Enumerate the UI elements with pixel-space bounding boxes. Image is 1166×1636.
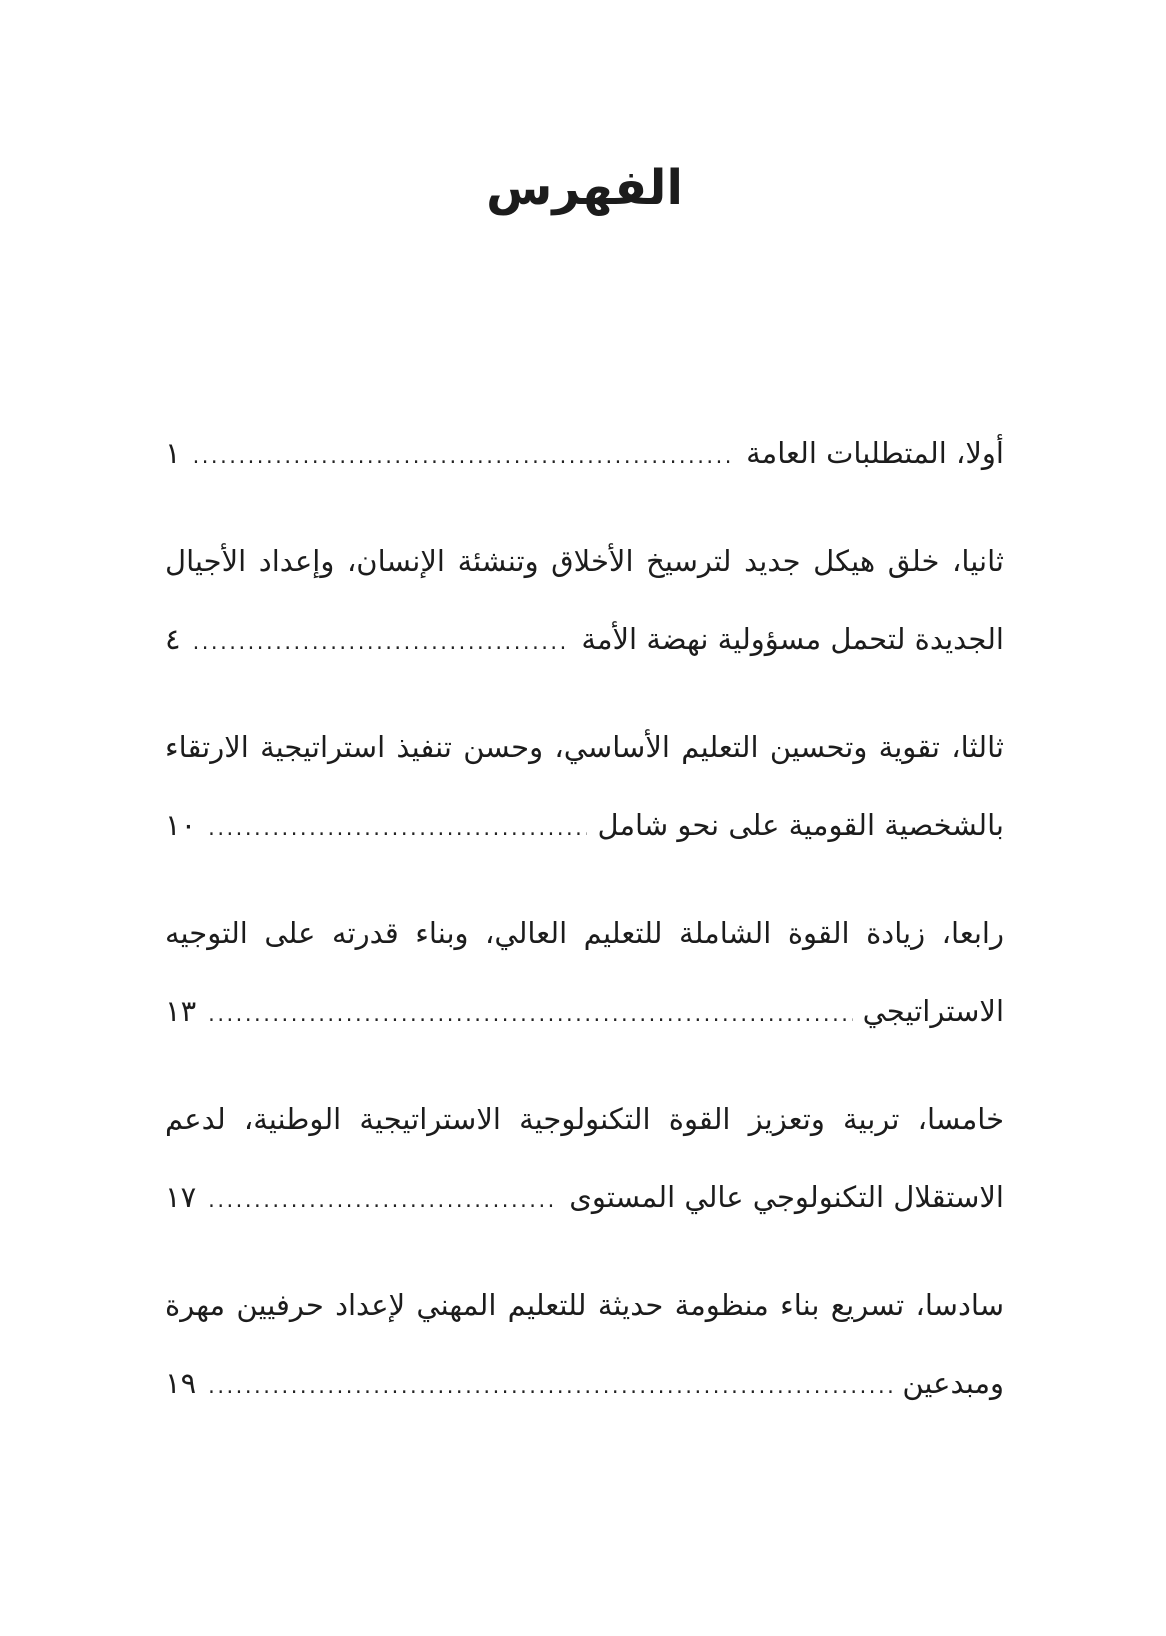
toc-page-number: ١	[165, 436, 181, 470]
toc-entry-title: الاستقلال التكنولوجي عالي المستوى	[569, 1180, 1004, 1214]
toc-page-number: ١٩	[165, 1366, 197, 1400]
toc-list	[165, 414, 1004, 1425]
page-title: الفهرس	[486, 160, 683, 216]
dotted-leader	[208, 975, 852, 1053]
toc-page-number: ١٠	[165, 808, 197, 842]
toc-entry	[165, 1080, 1004, 1239]
toc-page-number: ١٣	[165, 994, 197, 1028]
dotted-leader	[208, 1161, 559, 1239]
toc-entry	[165, 894, 1004, 1053]
dotted-leader	[208, 789, 587, 867]
toc-entry-lastline	[165, 786, 1004, 867]
toc-page-number: ١٧	[165, 1180, 197, 1214]
toc-entry-title: الاستراتيجي	[862, 994, 1004, 1028]
toc-entry-lastline	[165, 972, 1004, 1053]
toc-entry-title: الجديدة لتحمل مسؤولية نهضة الأمة	[581, 622, 1004, 656]
toc-entry-line: ثانيا، خلق هيكل جديد لترسيخ الأخلاق وتنشئة الإنسان، وإعداد الأجيال	[165, 544, 1004, 578]
toc-entry-line: سادسا، تسريع بناء منظومة حديثة للتعليم المهني لإعداد حرفيين مهرة	[165, 1288, 1004, 1322]
toc-entry-lastline	[165, 414, 1004, 495]
toc-entry	[165, 708, 1004, 867]
toc-entry	[165, 522, 1004, 681]
toc-entry-line: ثالثا، تقوية وتحسين التعليم الأساسي، وحسن تنفيذ استراتيجية الارتقاء	[165, 730, 1004, 764]
toc-entry-lastline	[165, 1344, 1004, 1425]
dotted-leader	[208, 1347, 892, 1425]
dotted-leader	[193, 417, 737, 495]
dotted-leader	[193, 603, 572, 681]
toc-entry-line: خامسا، تربية وتعزيز القوة التكنولوجية الاستراتيجية الوطنية، لدعم	[165, 1102, 1004, 1136]
toc-entry	[165, 414, 1004, 495]
toc-entry	[165, 1266, 1004, 1425]
toc-entry-lastline	[165, 1158, 1004, 1239]
toc-entry-line: رابعا، زيادة القوة الشاملة للتعليم العالي، وبناء قدرته على التوجيه	[165, 916, 1004, 950]
toc-entry-lastline	[165, 600, 1004, 681]
toc-entry-title: أولا، المتطلبات العامة	[746, 436, 1004, 470]
toc-entry-title: بالشخصية القومية على نحو شامل	[597, 808, 1004, 842]
toc-page-number: ٤	[165, 622, 181, 656]
toc-entry-title: ومبدعين	[902, 1366, 1004, 1400]
